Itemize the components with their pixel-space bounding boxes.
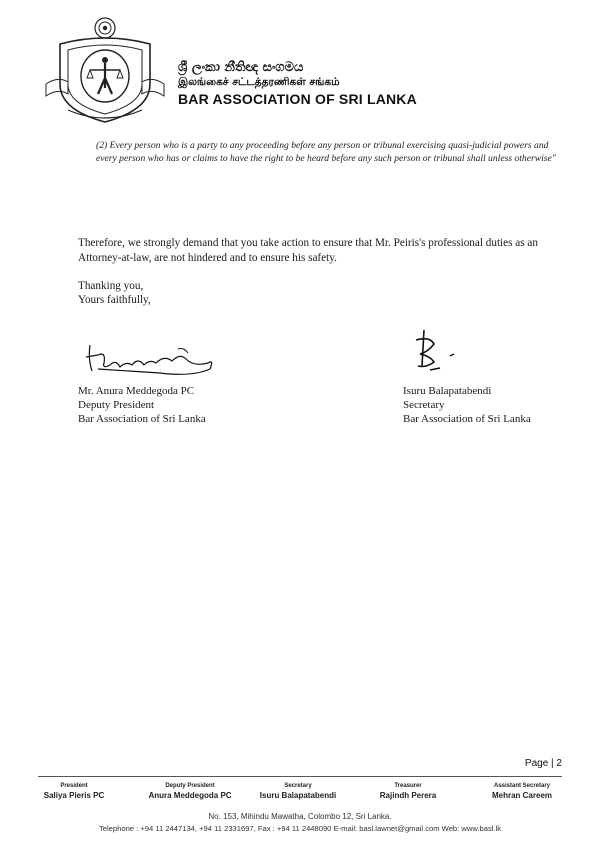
officer-treasurer xyxy=(348,782,468,801)
officer-name: Rajindh Perera xyxy=(379,791,437,800)
signatory-block-1 xyxy=(78,384,206,426)
signatory-title: Secretary xyxy=(403,399,445,411)
officer-role: Secretary xyxy=(284,783,312,789)
org-name-english: BAR ASSOCIATION OF SRI LANKA xyxy=(178,91,417,107)
officer-assistant-secretary xyxy=(462,782,582,801)
org-name-tamil: இலங்கைச் சட்டத்தரணிகள் சங்கம் xyxy=(178,76,340,88)
closing-valediction: Yours faithfully, xyxy=(78,294,151,306)
signatory-org: Bar Association of Sri Lanka xyxy=(403,413,531,425)
officer-name: Anura Meddegoda PC xyxy=(148,791,232,800)
signature-deputy-president xyxy=(80,337,220,379)
page-number: Page | 2 xyxy=(524,758,562,769)
officer-name: Isuru Balapatabendi xyxy=(259,791,337,800)
officer-role: Deputy President xyxy=(165,783,215,789)
officer-deputy-president xyxy=(130,782,250,801)
footer-divider xyxy=(38,776,562,777)
signatory-block-2 xyxy=(403,384,531,426)
contact-details: Telephone : +94 11 2447134, +94 11 2331697, Fax : +94 11 2448090 E-mail: basl.lawnet@gmail.com Web: www.basl.lk xyxy=(98,824,502,833)
office-address: No. 153, Mihindu Mawatha, Colombo 12, Sri Lanka. xyxy=(208,812,392,821)
officer-name: Saliya Pieris PC xyxy=(43,791,105,800)
signature-secretary xyxy=(406,326,466,378)
demand-paragraph: Therefore, we strongly demand that you take action to ensure that Mr. Peiris's professional duties as an Attorney-at-law, are not hindered and to ensure his safety. xyxy=(78,237,538,264)
office-bearers xyxy=(0,782,600,808)
officer-name: Mehran Careem xyxy=(491,791,553,800)
officer-role: Treasurer xyxy=(394,783,422,789)
signatory-name: Isuru Balapatabendi xyxy=(403,385,492,397)
closing-thanks: Thanking you, xyxy=(78,280,144,292)
signatory-name: Mr. Anura Meddegoda PC xyxy=(78,385,195,397)
org-name-sinhala: ශ්‍රී ලංකා නීතිඥ සංගමය xyxy=(178,60,304,75)
officer-role: President xyxy=(60,783,88,789)
signatory-title: Deputy President xyxy=(78,399,155,411)
basl-crest-icon xyxy=(38,14,172,126)
closing xyxy=(78,279,151,307)
signatory-org: Bar Association of Sri Lanka xyxy=(78,413,206,425)
officer-secretary xyxy=(238,782,358,801)
officer-president xyxy=(14,782,134,801)
quoted-clause: (2) Every person who is a party to any proceeding before any person or tribunal exercising quasi-judicial powers and every person who has or claims to have the right to be heard before any such person or tribunal shall unless otherwise" xyxy=(96,140,556,164)
officer-role: Assistant Secretary xyxy=(493,783,551,789)
